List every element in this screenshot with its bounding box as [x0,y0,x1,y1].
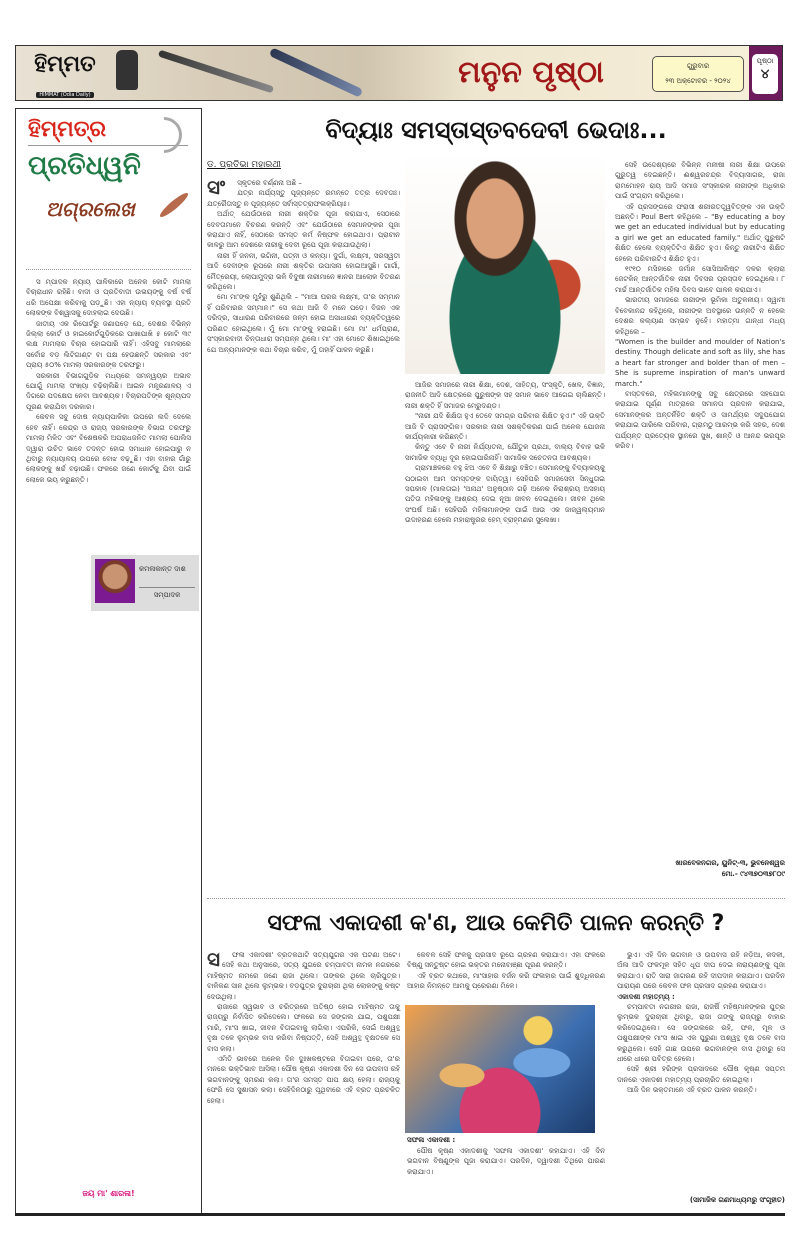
article2-column-1 [207,947,400,1106]
divider [207,898,785,899]
vishnu-lakshmi-image [405,1005,595,1133]
paragraph: ସ୍କୃତରେ ବର୍ଣ୍ଣନା ଅଛି – [237,179,302,187]
day-label: ଗୁରୁବାର [686,62,710,70]
editorial-body [26,277,191,485]
author-name: କମଳାକାନ୍ତ ଦାଶ [139,565,186,573]
column-brand [28,115,188,186]
paragraph: ଅର୍ଥାତ୍ ଯେଉଁଠାରେ ନାରୀ ଶକ୍ତିର ପୂଜା କରାଯାଏ, ସେଠାରେ ଦେବତାମାନେ ବିଚରଣ କରନ୍ତି ଏବଂ ଯେଉଁଠାରେ ସେମାନଙ୍କର ପୂଜା କରାଯାଏ ନାହିଁ, ସେଠାରେ ସମସ୍ତ କର୍ମ ନିଷ୍ଫଳ ହୋଇଥାଏ। ପ୍ରାଚୀନ କାଳରୁ ଆମ ଦେଶରେ ନାରୀକୁ ଦେବୀ ରୂପେ ପୂଜା କରାଯାଉଥିଲା। [207,210,400,250]
page-number: ୪ [760,67,770,82]
article-column-2 [405,380,605,526]
paragraph: ଆଜି ଦିନ ଭକ୍ତମାନେ ଏହି ବ୍ରତ ପାଳନ କରନ୍ତି। [627,1086,757,1095]
paragraph: ଚମ୍ପାବତୀ ନଗରୀର ରାଜା, ରାଜର୍ଷି ମହିଷ୍ମାନଙ୍କର ପୁତ୍ର ଲୁମ୍ଭକ ଦୁରାଚାରୀ ଥିବାରୁ, ରାଜା ତାଙ୍କୁ ରାଜ୍ୟରୁ ବାହାର କରିଦେଇଥିଲେ। ସେ ଜଙ୍ଗଲରେ ରହି, ଫଳ, ମୂଳ ଓ ପଶୁପକ୍ଷୀଙ୍କ ମାଂସ ଖାଇ ଏକ ପୁରୁଣା ଅଶ୍ୱତ୍ଥ ବୃକ୍ଷ ତଳେ ବାସ କରୁଥିଲେ। ସେହି ଗାଛ ଉପରେ ଭଗବାନଙ୍କ ବାସ ଥିବାରୁ ସେ ଧୀରେ ଧୀରେ ପବିତ୍ର ହେଲେ। [617,1003,785,1064]
paragraph: ମୋ ମା'ଙ୍କ ମୁହଁରୁ ଶୁଣିଥିଲି – "ମାଆ ଘରର ଲକ୍ଷ୍ମୀ, ତା'ର ସମ୍ମାନ ହିଁ ପରିବାରର ସମ୍ମାନ।" ସେ କଥା ଆଜି ବି ମନେ ପଡ଼େ। ବିଜନ ଏକ ଦରିଦ୍ର, ସାଧାରଣ ପରିବାରରେ ଜନ୍ମ ହୋଇ ଅସାଧାରଣ ବ୍ୟକ୍ତିତ୍ୱରେ ପରିଣତ ହୋଇଥିଲେ। ମୁଁ ମୋ ମା'ଙ୍କୁ ହରାଇଛି। ମୋ ମା' ଧର୍ମପ୍ରାଣ, ସଂସ୍କାରବାଦୀ ଚିନ୍ତାଧାରା ସମ୍ପନ୍ନ ଥିଲେ। ମା' ଏହା ମୋତେ ଶିଖାଇଥିଲେ ଯେ ଅନ୍ୟମାନଙ୍କ କଥା ବିଚାର କରିବ, ମୁଁ ତାହାହିଁ ପାଳନ କରୁଛି। [207,293,400,354]
paragraph: ଏମିତି ଭାବରେ ଅନେକ ଦିନ ଦୁଃଖକଷ୍ଟରେ ବିତାଇବା ପରେ, ତା'ର ମନରେ ଭକ୍ତିଭାବ ଆସିଲା। ପୌଷ କୃଷ୍ଣ ଏକାଦଶୀ ଦିନ ସେ ଉପବାସ ରହି ଭଗବାନଙ୍କୁ ସ୍ମରଣ କଲା। ତା'ର ସମସ୍ତ ପାପ କ୍ଷୟ ହେଲା। ରାଜ୍ୟକୁ ଫେରି ସେ ସୁଶାସନ କଲା। ସେହିଦିନଠାରୁ ପୃଥିବୀରେ ଏହି ବ୍ରତ ପ୍ରଚଳିତ ହେଲା। [207,1055,400,1105]
dropcap: ସ [207,947,221,971]
paragraph: ଏହି ବ୍ରତ କଥାରେ, ମାଂସାହାର ବର୍ଜନ କରି ଫଳାହାର ପାଇଁ ଶୁଦ୍ଧିକରଣ ଆହାର ନିମନ୍ତେ ଆମକୁ ପ୍ରେରଣା ମିଳେ। [407,971,605,991]
article-column-3 [615,160,785,451]
newspaper-logo [22,49,108,97]
source-credit: (ସାମାଜିକ ଗଣମାଧ୍ୟମରୁ ସଂଗୃହୀତ) [689,1196,785,1204]
logo-text: ହିମ୍ମତ [34,52,96,77]
article-byline: ଡ. ପ୍ରତିଭା ମହାରଥୀ [207,160,281,170]
brand-green-text: ପ୍ରତିଧ୍ୱନି [28,145,188,186]
article-column-1 [207,175,400,355]
page-bottom-rule [15,1213,785,1216]
image-caption: ସଫଳା ଏକାଦଶୀ : [407,1136,456,1144]
divider [26,269,191,270]
subheading: ଏକାଦଶୀ ମହାତ୍ମ୍ୟ : [617,992,675,1001]
date-box [652,56,744,92]
paragraph: କେବଳ ସେହି ଫଳକୁ ପ୍ରସାଦ ରୂପେ ଗ୍ରହଣ କରାଯାଏ। ଏହା ଫଳରେ ବିଷ୍ଣୁ ସନ୍ତୁଷ୍ଟ ହୋଇ ଭକ୍ତର ମନୋବାଞ୍ଛା ପୂରଣ କରନ୍ତି। [407,951,605,970]
paragraph: ଜାତୀୟ ଏକ ରିପୋର୍ଟରୁ ଜଣାପଡ଼େ ଯେ, ଦେଶର ବିଭିନ୍ନ ଜିଲ୍ଲା କୋର୍ଟ ଓ ହାଇକୋର୍ଟଗୁଡ଼ିକରେ ପାଖାପାଖି ୫ କୋଟି ୩୯ ଲକ୍ଷ ମାମଲାର ବିଚାର ହୋଇପାରି ନାହିଁ। ଏହିସବୁ ମାମଲାରେ ସର୍ବୋଚ୍ଚ ବଡ଼ ଲିଟିଗାଣ୍ଟ ବା ପକ୍ଷ ହେଉଛନ୍ତି ସରକାର ଏବଂ ପ୍ରାୟ ୫୦% ମାମଲା ସରକାରଙ୍କ ତରଫରୁ। [26,319,191,370]
conclusion-paragraph: ବାସ୍ତବରେ, ମହିଳାମାନଙ୍କୁ ସବୁ କ୍ଷେତ୍ରରେ ସହଯୋଗ କରାଯାଇ ପୂର୍ଣ୍ଣ ମାତ୍ରାରେ ସମାନତା ପ୍ରଦାନ କରାଯାଇ, ସେମାନଙ୍କର ଅନ୍ତର୍ନିହିତ ଶକ୍ତି ଓ ସାମର୍ଥ୍ୟର ସଦୁପଯୋଗ କରାଯାଇ ପାରିଲେ ପରିବାର, ଗ୍ରାମଠୁ ଆରମ୍ଭ କରି ସହର, ଦେଶ ପର୍ଯ୍ୟନ୍ତ ପ୍ରତ୍ୟେକ ସ୍ଥାନରେ ସୁଖ, ଶାନ୍ତି ଓ ଆନନ୍ଦ ଭରପୂର କରିବ। [615,389,785,450]
paragraph: ଫଳା ଏକାଦଶୀ' ବ୍ରତକଥାଟି ସତ୍ୟଯୁଗର ଏକ ଘଟଣା ଅଟେ। ସେହି କଥା ଅନୁସାରେ, ସତ୍ୟ ଯୁଗରେ ଚମ୍ପାବତୀ ନାମକ ନଗରରେ ମାହିଷ୍ମତ ନାମରେ ଜଣେ ରାଜା ଥିଲେ। ତାଙ୍କର ଥିଲେ ଚାରିପୁତ୍ର। ବାଳିକଣ ସାନ ଥିଲେ ଲୁମ୍ଭକ। ବଡ଼ପୁତ୍ର ଦୁରାଚାରୀ ଥିଲା ଲୋକଙ୍କୁ କଷ୍ଟ ଦେଉଥିଲା। [207,951,400,1001]
section-label: ଅଗ୍ରଲେଖ [46,197,135,221]
paragraph: ନାରୀ ହିଁ ଜନନୀ, ଭଗିନୀ, ପତ୍ନୀ ଓ କନ୍ୟା। ଦୁର୍ଗା, ଲକ୍ଷ୍ମୀ, ସରସ୍ୱତୀ ଆଦି ଦେବୀଙ୍କ ରୂପରେ ନାରୀ ଶକ୍ତିର ଉପାସନା ହୋଇଆସୁଛି। ଗାର୍ଗୀ, ମୈତ୍ରେୟୀ, ଲୋପାମୁଦ୍ରା ଭଳି ବିଦୁଷୀ ନାରୀମାନେ ଜ୍ଞାନର ଆଲୋକ ବିତରଣ କରିଥିଲେ। [207,251,400,292]
page-title: ମନୁନ ପୃଷ୍ଠା [458,55,604,90]
brand-red-text: ହିମ୍ମତ୍‌ର [28,117,107,142]
editorial-column [15,108,202,1215]
paragraph: କିନ୍ତୁ ଏବେ ବି ନାରୀ ନିର୍ଯ୍ୟାତନା, ଯୌତୁକ ପ୍ରଥା, ବାଲ୍ୟ ବିବାହ ଭଳି ସାମାଜିକ ବ୍ୟାଧି ଦୂର ହୋଇପାରିନାହିଁ। ସାମାଜିକ ସଚେତନତା ଆବଶ୍ୟକ। [405,443,605,462]
article2-column-2-top [407,950,605,992]
paragraph: ସେହି ଶ୍ରୀ ହରିଙ୍କ ପ୍ରସାଦରେ ପୌଷ କୃଷ୍ଣ ସପ୍ତମ ଦାନରେ ଏକାଦଶୀ ମହାତ୍ମ୍ୟ ପ୍ରଚାରିତ ହୋଇଥିଲା। [617,1065,785,1084]
paragraph: ରାଜାରେ ସ୍ୱଭାବ ଓ ଚରିତ୍ରରେ ଅତିଷ୍ଠ ହୋଇ ମାହିଷ୍ମତ ତାକୁ ରାଜ୍ୟରୁ ନିର୍ବାସିତ କରିଦେଲେ। ଫଳରେ ସେ ଜଙ୍ଗଲ ଯାଇ, ପଶୁପକ୍ଷୀ ମାରି, ମାଂସ ଖାଇ, ଜୀବନ ବିତାଇବାକୁ ଲାଗିଲା। ଏପରିକି, ସେଇଁ ଅଶ୍ୱତ୍ଥ ବୃକ୍ଷ ତଳେ ଲୁମ୍ଭକ ବାସ କରିବା ନିଷ୍ପତ୍ତି, ସେହି ଅଶ୍ୱତ୍ଥ ବୃକ୍ଷତଳେ ସେ ବାସ କଲା। [207,1003,400,1053]
page-label: ପୃଷ୍ଠା [756,57,774,65]
paragraph: ଆଜିର ସମାଜରେ ନାରୀ ଶିକ୍ଷା, ଦେଶ, ସାହିତ୍ୟ, ସଂସ୍କୃତି, ଖେଳ, ବିଜ୍ଞାନ, ରାଜନୀତି ଆଦି କ୍ଷେତ୍ରରେ ପୁରୁଷଙ୍କ ସହ ସମାନ ଭାବେ ଆଗେଇ ଚାଲିଛନ୍ତି। ନାରୀ ଶକ୍ତି ହିଁ ସମାଜର ମେରୁଦଣ୍ଡ। [405,381,605,410]
author-address: ଖାରବେଳନଗର, ୟୁନିଟ୍-୩, ଭୁବନେଶ୍ୱର [675,859,785,867]
dropcap: ସଂ [207,175,226,199]
page-number-box [749,46,782,100]
author-signature [615,858,785,880]
paragraph: ଭୁଏ। ଏହି ଦିନ ଭଗବାନ ଓ ଉପବାସ ରହି ନଡ଼ିଆ, କଦଳୀ, ଅଁଳା ଆଦି ଫଳମୂଳ ସହିତ ଧୂପ ଦୀପ ଦେଇ ନାରାୟଣଙ୍କୁ ପୂଜା କରାଯାଏ। ରାତି ସାରା ଜାଗରଣ ରହି ଦୀପଦାନ କରାଯାଏ। ପରଦିନ ପାରାୟଣ ପରେ କେବଳ ଫଳ ପ୍ରସାଦ ଗ୍ରହଣ କରାଯାଏ। [617,951,785,991]
paragraph: ଏହି ପ୍ରସଙ୍ଗରେ ଫରାସୀ ଶରୀରତତ୍ତ୍ୱବିତ୍ଙ୍କ ଏକ ଉକ୍ତି ଅଛନ୍ତି। Poul Bert କହିଥିଲେ – "By educating a boy we get an educated individual but by educating a girl we get an educated family." ଅର୍ଥାତ୍ ପୁରୁଷଟି ଶିକ୍ଷିତ ହେଲେ ବ୍ୟକ୍ତିଟିଏ ଶିକ୍ଷିତ ହୁଏ। କିନ୍ତୁ ନାରୀଟିଏ ଶିକ୍ଷିତ ହେଲେ ପରିବାରଟିଏ ଶିକ୍ଷିତ ହୁଏ। [615,202,785,263]
paragraph: "ନାରୀ ଯଦି ଶିକ୍ଷିତା ହୁଏ ତେବେ ସମଗ୍ର ପରିବାର ଶିକ୍ଷିତ ହୁଏ।" ଏହି ଉକ୍ତି ଆଜି ବି ପ୍ରାସଙ୍ଗିକ। ସରକାର ନାରୀ ସଶକ୍ତିକରଣ ପାଇଁ ଅନେକ ଯୋଜନା କାର୍ଯ୍ୟକାରୀ କରିଛନ୍ତି। [405,412,605,442]
fountain-pen-illustration [269,47,363,97]
paragraph: ଭାରତୀୟ ସମାଜରେ ନାରୀଙ୍କ ଭୂମିକା ଅତୁଳନୀୟ। ସ୍ୱାମୀ ବିବେକାନନ୍ଦ କହିଥିଲେ, ନାରୀଙ୍କ ଅବସ୍ଥାରେ ଉନ୍ନତି ନ ହେଲେ ଦେଶର କଲ୍ୟାଣ ସମ୍ଭବ ନୁହେଁ। ମହାତ୍ମା ଗାନ୍ଧୀ ମଧ୍ୟ କହିଥିଲେ – [615,296,785,336]
article-headline: ବିଦ୍ୟାଃ ସମସ୍ତାସ୍ତବଦେବୀ ଭେଦାଃ... [325,116,667,144]
author-card [91,555,199,611]
pen-illustration [158,50,274,94]
paragraph: ସରକାରୀ ବିଭାଗଗୁଡ଼ିକ ମଧ୍ୟରେ ସମନ୍ୱୟର ଅଭାବ ଯୋଗୁଁ ମାମଲା ସଂଖ୍ୟା ବଢ଼ିଚାଲିଛି। ଆଇନ ମନ୍ତ୍ରଣାଳୟ ଏ ଦିଗରେ ପଦକ୍ଷେପ ନେବା ଆବଶ୍ୟକ। ବିଚାରପତିଙ୍କ ଶୂନ୍ୟପଦ ପୂରଣ କରାଯିବା ଦରକାର। [26,371,191,411]
date-label: ୨୩ ଅକ୍ଟୋବର - ୨୦୨୪ [665,77,731,85]
paragraph: ସେହି ଉଦ୍ଦେଶ୍ୟରେ ବିଭିନ୍ନ ମନୀଷୀ ନାରୀ ଶିକ୍ଷା ଉପରେ ଗୁରୁତ୍ୱ ଦେଇଛନ୍ତି। ଈଶ୍ୱରଚନ୍ଦ୍ର ବିଦ୍ୟାସାଗର, ରାଜା ରାମମୋହନ ରାୟ ଆଦି ସମାଜ ସଂସ୍କାରକ ନାରୀଙ୍କ ଅଧିକାର ପାଇଁ ସଂଗ୍ରାମ କରିଥିଲେ। [615,161,785,201]
woman-painting-image [405,152,605,374]
paragraph: କେବଳ ସବୁ ଦୋଷ ନ୍ୟାୟପାଳିକା ଉପରେ ଲଦି ଦେଲେ ହେବ ନାହିଁ। କେନ୍ଦ୍ର ଓ ରାଜ୍ୟ ସରକାରଙ୍କ ବିଭାଗ ତରଫରୁ ମାମଲା ମିଳିତ ଏବଂ ବିଶେଷକରି ଅପରାଧଜନିତ ମାମଲା ପୋଲିସ ଦ୍ୱାରା ଉଚିତ ଭାବେ ତଦନ୍ତ ହୋଇ ସମାଧାନ ହୋଇପାରୁ ନ ଥିବାରୁ ନ୍ୟାୟାଳୟ ଉପରେ ବୋଝ ବଢ଼ୁଛି। ଏହା ବାହାର ଗାଁରୁ ଲୋକଙ୍କୁ ଖର୍ଚ୍ଚ ବଢ଼ାଉଛି। ଫଳରେ ଜଣେ କୋର୍ଟକୁ ଯିବା ପାଇଁ ଲୋକେ ଭୟ କରୁଛନ୍ତି। [26,413,191,484]
article2-column-3 [617,950,785,1096]
paragraph: ସ ମ୍ପାଦକ ନ୍ୟାୟ ପାଳିକାରେ ଅନେକ କୋଟି ମାମଲା ବିଚାରାଧୀନ ରହିଛି। ବାଦୀ ଓ ପ୍ରତିବାଦୀ ଉଭୟଙ୍କୁ ବର୍ଷ ବର୍ଷ ଧରି ଅପେକ୍ଷା କରିବାକୁ ପଡ଼ୁଛି। ଏହା ନ୍ୟାୟ ବ୍ୟବସ୍ଥା ପ୍ରତି ଲୋକଙ୍କ ବିଶ୍ୱାସକୁ ଦୋହଲାଇ ଦେଉଛି। [26,278,191,318]
author-role: ସମ୍ପାଦକ [139,587,195,600]
author-phone: ମୋ.- ୯୪୩୭୦୩୭୮୦୯ [721,870,785,878]
article-headline-2: ସଫଳା ଏକାଦଶୀ କ'ଣ, ଆଉ କେମିତି ପାଳନ କରନ୍ତି ? [267,911,725,936]
paragraph: ଗ୍ରାମାଞ୍ଚଳରେ ବହୁ ଝିଅ ଏବେ ବି ଶିକ୍ଷାରୁ ବଞ୍ଚିତ। ସେମାନଙ୍କୁ ବିଦ୍ୟାଳୟକୁ ପଠାଇବା ଆମ ସମସ୍ତଙ୍କ ଦାୟିତ୍ୱ। ସେହିପରି ସମାଜସେବୀ ସିନ୍ଧୁତାଇ ସପକାଳ (ମାଲତାଇ) 'ଅନାଥ' ଅନୁଷ୍ଠାନ ଗଢ଼ି ଅନେକ ନିରାଶ୍ରୟ ଅସହାୟ ପତିତା ମହିଳାଙ୍କୁ ଆଶ୍ରୟ ଦେଇ ନୂଆ ଜୀବନ ଦେଇଥିଲେ। ଜୀବନ ଥିଲେ ସଂଘର୍ଷ ଅଛି। ସେହିପରି ମହିଳାମାନଙ୍କ ପାଇଁ ଆଉ ଏକ ଜାଜ୍ୱଲ୍ୟମାନ ଉଦାହରଣ ହେଲେ ମହାରାଷ୍ଟ୍ରର ହେମ୍ ବ୍ରାହ୍ମଣର ସୁଲେଖା। [405,464,605,525]
feather-icon [158,190,191,219]
masthead-banner [15,45,783,101]
closing-slogan: ଜୟ ମା' ଶାରଳା! [82,1189,135,1198]
inkpot-illustration [116,50,138,90]
paragraph: ଯତ୍ର ନାର୍ଯ୍ୟସ୍ତୁ ପୂଜ୍ୟନ୍ତେ ରମନ୍ତେ ତତ୍ର ଦେବତାଃ। ଯତ୍ରୈତାସ୍ତୁ ନ ପୂଜ୍ୟନ୍ତେ ସର୍ବାସ୍ତତ୍ରାଫଳାକ୍ରିୟାଃ। [207,189,400,208]
paragraph: ପୌଷ କୃଷ୍ଣ ଏକାଦଶୀକୁ 'ସଫଳା ଏକାଦଶୀ' କହାଯାଏ। ଏହି ଦିନ ଭଗବାନ ବିଷ୍ଣୁଙ୍କ ପୂଜା କରାଯାଏ। ପରଦିନ, ଦ୍ୱାଦଶୀ ତିଥିରେ ପାରଣ କରାଯାଏ। [407,1147,605,1176]
logo-subtitle: HIMMAT (Odia Daily) [36,92,93,98]
english-quote: "Women is the builder and moulder of Nation's destiny. Though delicate and soft as lily, she has a heart far stronger and bolder than of men – She is supreme inspiration of man's unward march." [615,337,785,388]
paragraph: ୧୯୧୦ ମସିହାରେ ଜର୍ମାନ ସୋସିଆଲିଷ୍ଟ ଦଳର କ୍ଲାରା ଜେଟକିନ୍ ଆନ୍ତର୍ଜାତିକ ନାରୀ ଦିବସର ପ୍ରସ୍ତାବ ଦେଇଥିଲେ। ୮ ମାର୍ଚ୍ଚ ଆନ୍ତର୍ଜାତିକ ମହିଳା ଦିବସ ଭାବେ ପାଳନ କରାଯାଏ। [615,265,785,294]
article2-column-2-bottom [407,1146,605,1177]
author-photo [95,559,135,603]
